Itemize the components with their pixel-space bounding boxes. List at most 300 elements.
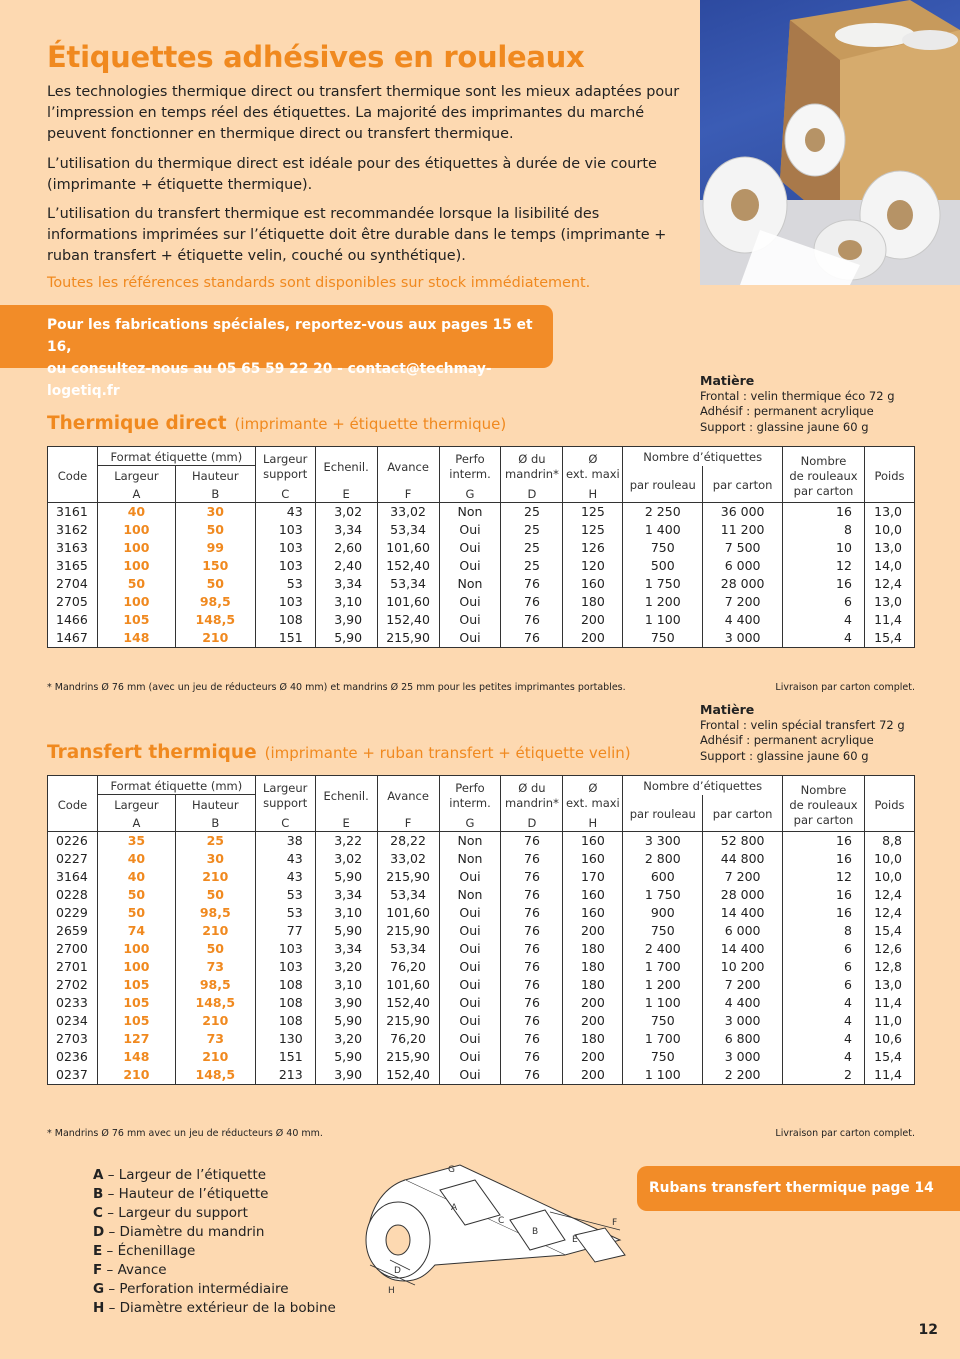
table-cell: 152,40 <box>377 994 439 1012</box>
table-cell: 25 <box>501 539 563 557</box>
table-cell: 103 <box>255 557 315 575</box>
header-label: D <box>527 487 537 501</box>
table-cell: 11,4 <box>864 1066 914 1085</box>
table-cell: 12 <box>783 557 865 575</box>
table-row <box>48 593 915 611</box>
table-cell: 43 <box>255 850 315 868</box>
table-cell: 16 <box>783 503 865 522</box>
table-cell: 5,90 <box>315 1048 377 1066</box>
table-row <box>48 575 915 593</box>
table-cell: 44 800 <box>703 850 783 868</box>
table-cell: 2,60 <box>315 539 377 557</box>
matiere-frontal: Frontal : velin spécial transfert 72 g <box>700 717 905 732</box>
table-cell: 4 <box>783 629 865 648</box>
svg-text:C: C <box>498 1216 505 1226</box>
table-cell: 76 <box>501 1012 563 1030</box>
header-letter <box>563 813 623 832</box>
table-cell: 200 <box>563 922 623 940</box>
page-title: Étiquettes adhésives en rouleaux <box>47 40 585 74</box>
table-cell: 6 <box>783 976 865 994</box>
table-row <box>48 958 915 976</box>
table-cell: 170 <box>563 868 623 886</box>
table-cell: Non <box>439 850 501 868</box>
table-cell: 210 <box>175 629 255 648</box>
table-cell: 76 <box>501 1048 563 1066</box>
matiere-adhesif: Adhésif : permanent acrylique <box>700 733 874 747</box>
table-cell: 0233 <box>48 994 98 1012</box>
table-cell: 28 000 <box>703 575 783 593</box>
header-label: Code <box>57 797 88 812</box>
header-label: Nombre d’étiquettes <box>643 450 763 465</box>
table-cell: 53 <box>255 886 315 904</box>
legend-text: – Perforation intermédiaire <box>104 1281 289 1297</box>
intro-paragraph: L’utilisation du thermique direct est idéale pour des étiquettes à durée de vie courte (imprimante + étiquette thermique). <box>47 155 657 193</box>
header-label: F <box>404 816 412 830</box>
table-cell: 3,10 <box>315 593 377 611</box>
table-row <box>48 629 915 648</box>
table-cell: 0226 <box>48 832 98 851</box>
legend-key: E <box>93 1243 103 1259</box>
table-cell: 160 <box>563 904 623 922</box>
intro-paragraph: Les technologies thermique direct ou transfert thermique sont les mieux adaptées pour l’impression en temps réel des étiquettes. La majorité des imprimantes du marché peuvent fonctionner en thermique direct ou transfert thermique. <box>47 84 680 142</box>
legend-item <box>93 1185 336 1204</box>
table-cell: 103 <box>255 539 315 557</box>
table-cell: 6 800 <box>703 1030 783 1048</box>
table-cell: 152,40 <box>377 611 439 629</box>
intro-paragraph: L’utilisation du transfert thermique est recommandée lorsque la lisibilité des informations imprimées sur l’étiquette doit être durable dans le temps (imprimante + ruban transfert + étiquette velin, couché ou synthétique). <box>47 206 667 264</box>
table-cell: 108 <box>255 994 315 1012</box>
table-cell: Oui <box>439 629 501 648</box>
table-cell: 12 <box>783 868 865 886</box>
table-cell: 7 200 <box>703 976 783 994</box>
table-cell: 6 <box>783 940 865 958</box>
table-cell: 160 <box>563 575 623 593</box>
table-cell: 4 <box>783 1048 865 1066</box>
table-cell: 3161 <box>48 503 98 522</box>
table-cell: 50 <box>97 575 175 593</box>
header-label: Avance <box>387 459 429 474</box>
header-hauteur <box>175 466 255 485</box>
table-cell: 3,34 <box>315 886 377 904</box>
table-cell: 53 <box>255 575 315 593</box>
table-cell: Oui <box>439 1048 501 1066</box>
header-letter <box>255 813 315 832</box>
label-rolls-illustration <box>700 0 960 285</box>
dimension-legend <box>93 1166 336 1318</box>
table-cell: 1 100 <box>623 611 703 629</box>
table-cell: 2,40 <box>315 557 377 575</box>
table-cell: 2703 <box>48 1030 98 1048</box>
table-cell: 50 <box>97 886 175 904</box>
table-cell: 76,20 <box>377 958 439 976</box>
matiere-frontal: Frontal : velin thermique éco 72 g <box>700 388 895 403</box>
table-cell: 127 <box>97 1030 175 1048</box>
header-label: Poids <box>874 468 905 483</box>
table-cell: 16 <box>783 904 865 922</box>
table-cell: 1 400 <box>623 521 703 539</box>
table-cell: 6 <box>783 958 865 976</box>
header-label: par carton <box>712 806 773 821</box>
table-cell: 76 <box>501 850 563 868</box>
table-cell: 100 <box>97 958 175 976</box>
table-cell: 3,10 <box>315 976 377 994</box>
table-cell: 12,8 <box>864 958 914 976</box>
header-label: C <box>281 816 290 830</box>
table-cell: 15,4 <box>864 1048 914 1066</box>
table-cell: 53,34 <box>377 575 439 593</box>
matiere-support: Support : glassine jaune 60 g <box>700 419 869 434</box>
table-cell: 76 <box>501 593 563 611</box>
legend-item <box>93 1261 336 1280</box>
table-cell: 76 <box>501 629 563 648</box>
table-cell: 3,10 <box>315 904 377 922</box>
header-nb-rouleaux <box>783 776 865 832</box>
table-cell: 2659 <box>48 922 98 940</box>
legend-item <box>93 1204 336 1223</box>
header-label: mandrin* <box>505 796 559 810</box>
table-cell: 101,60 <box>377 904 439 922</box>
table-row <box>48 886 915 904</box>
table-cell: 40 <box>97 850 175 868</box>
header-label: ext. maxi <box>566 796 620 810</box>
header-letter <box>97 813 175 832</box>
table-cell: 103 <box>255 940 315 958</box>
table-cell: 215,90 <box>377 1048 439 1066</box>
table-cell: 1 750 <box>623 575 703 593</box>
legend-key: B <box>93 1186 104 1202</box>
section-subtitle: (imprimante + étiquette thermique) <box>234 415 507 433</box>
header-label: interm. <box>449 467 491 481</box>
header-label: Echenil. <box>323 459 369 474</box>
table-row <box>48 557 915 575</box>
header-label: par carton <box>712 477 773 492</box>
table-cell: 180 <box>563 593 623 611</box>
table-cell: 16 <box>783 575 865 593</box>
header-label: par rouleau <box>629 477 696 492</box>
table-cell: 2701 <box>48 958 98 976</box>
table-row <box>48 1012 915 1030</box>
table-cell: 16 <box>783 886 865 904</box>
header-letter <box>439 813 501 832</box>
table-cell: 1467 <box>48 629 98 648</box>
header-label: F <box>404 487 412 501</box>
header-label: Ø du <box>518 452 546 466</box>
table-cell: 4 <box>783 1030 865 1048</box>
table-cell: Oui <box>439 994 501 1012</box>
table-cell: Oui <box>439 1012 501 1030</box>
table-cell: 180 <box>563 958 623 976</box>
table-cell: 76 <box>501 1030 563 1048</box>
table-cell: 53,34 <box>377 886 439 904</box>
table-cell: 210 <box>175 868 255 886</box>
table-cell: 76 <box>501 940 563 958</box>
table-cell: 50 <box>175 575 255 593</box>
table-cell: 6 000 <box>703 557 783 575</box>
table-cell: 3,34 <box>315 575 377 593</box>
matiere-thermique-direct <box>700 373 895 435</box>
header-format <box>97 447 255 466</box>
table-cell: 76,20 <box>377 1030 439 1048</box>
header-label: H <box>588 487 598 501</box>
table-cell: 30 <box>175 850 255 868</box>
header-letter <box>315 484 377 503</box>
table-cell: 103 <box>255 521 315 539</box>
table-cell: 76 <box>501 886 563 904</box>
legend-text: – Diamètre du mandrin <box>104 1224 265 1240</box>
footnote-thermique-direct: * Mandrins Ø 76 mm (avec un jeu de réducteurs Ø 40 mm) et mandrins Ø 25 mm pour les petites imprimantes portables. <box>47 682 626 693</box>
table-cell: Oui <box>439 557 501 575</box>
table-cell: 33,02 <box>377 850 439 868</box>
table-cell: 40 <box>97 503 175 522</box>
table-cell: 14 400 <box>703 904 783 922</box>
table-cell: 2700 <box>48 940 98 958</box>
table-cell: 43 <box>255 503 315 522</box>
header-label: Ø <box>588 781 598 795</box>
legend-key: F <box>93 1262 103 1278</box>
table-cell: 16 <box>783 850 865 868</box>
legend-text: – Hauteur de l’étiquette <box>103 1186 269 1202</box>
table-row <box>48 1048 915 1066</box>
table-cell: 52 800 <box>703 832 783 851</box>
header-ext <box>563 776 623 814</box>
table-cell: 148,5 <box>175 1066 255 1085</box>
header-label: mandrin* <box>505 467 559 481</box>
table-cell: 53,34 <box>377 940 439 958</box>
table-cell: 148,5 <box>175 611 255 629</box>
legend-key: G <box>93 1281 105 1297</box>
table-cell: 8 <box>783 922 865 940</box>
table-cell: 50 <box>175 886 255 904</box>
table-cell: 10,0 <box>864 521 914 539</box>
table-cell: 152,40 <box>377 557 439 575</box>
special-fabrication-banner <box>0 305 553 399</box>
matiere-support: Support : glassine jaune 60 g <box>700 748 869 763</box>
header-label: Largeur <box>263 452 308 466</box>
table-cell: 76 <box>501 994 563 1012</box>
table-cell: 76 <box>501 575 563 593</box>
table-row <box>48 1030 915 1048</box>
legend-item <box>93 1299 336 1318</box>
table-cell: 5,90 <box>315 1012 377 1030</box>
table-cell: Oui <box>439 611 501 629</box>
header-label: support <box>263 796 308 810</box>
table-cell: 1 200 <box>623 976 703 994</box>
table-row <box>48 539 915 557</box>
header-nb-etiquettes <box>623 447 783 466</box>
table-cell: 152,40 <box>377 1066 439 1085</box>
header-echenil <box>315 447 377 485</box>
table-cell: 100 <box>97 557 175 575</box>
table-cell: 105 <box>97 1012 175 1030</box>
table-cell: 1 200 <box>623 593 703 611</box>
legend-item <box>93 1223 336 1242</box>
table-cell: 210 <box>175 1048 255 1066</box>
table-cell: 200 <box>563 611 623 629</box>
table-row <box>48 611 915 629</box>
table-cell: 1 100 <box>623 1066 703 1085</box>
header-format <box>97 776 255 795</box>
rubans-link-banner[interactable]: Rubans transfert thermique page 14 <box>637 1166 960 1211</box>
table-cell: 4 <box>783 1012 865 1030</box>
table-cell: 2702 <box>48 976 98 994</box>
header-label: Nombre d’étiquettes <box>643 779 763 794</box>
table-cell: 600 <box>623 868 703 886</box>
table-cell: 14 400 <box>703 940 783 958</box>
table-cell: 11,0 <box>864 1012 914 1030</box>
header-echenil <box>315 776 377 814</box>
header-letter <box>563 484 623 503</box>
table-cell: 200 <box>563 994 623 1012</box>
table-cell: 215,90 <box>377 1012 439 1030</box>
legend-text: – Diamètre extérieur de la bobine <box>104 1300 336 1316</box>
table-cell: 3163 <box>48 539 98 557</box>
table-cell: 25 <box>501 557 563 575</box>
table-cell: Oui <box>439 1030 501 1048</box>
table-cell: 10,0 <box>864 850 914 868</box>
header-perfo <box>439 447 501 485</box>
table-cell: 11,4 <box>864 611 914 629</box>
table-cell: 1466 <box>48 611 98 629</box>
header-letter <box>175 484 255 503</box>
legend-key: D <box>93 1224 105 1240</box>
header-label: B <box>211 816 220 830</box>
table-row <box>48 503 915 522</box>
legend-key: H <box>93 1300 105 1316</box>
table-cell: 750 <box>623 539 703 557</box>
header-label: B <box>211 487 220 501</box>
header-par-carton <box>703 795 783 832</box>
table-cell: 103 <box>255 958 315 976</box>
section-title-thermique-direct <box>47 413 506 434</box>
table-cell: 13,0 <box>864 539 914 557</box>
table-cell: 25 <box>501 521 563 539</box>
table-cell: 150 <box>175 557 255 575</box>
table-cell: 7 500 <box>703 539 783 557</box>
table-cell: Oui <box>439 904 501 922</box>
legend-text: – Largeur de l’étiquette <box>103 1167 267 1183</box>
delivery-note-thermique-direct: Livraison par carton complet. <box>775 682 915 693</box>
stock-note: Toutes les références standards sont disponibles sur stock immédiatement. <box>47 275 591 291</box>
svg-text:G: G <box>448 1165 455 1175</box>
header-avance <box>377 776 439 814</box>
header-label: D <box>527 816 537 830</box>
header-label: E <box>342 487 350 501</box>
table-cell: 151 <box>255 629 315 648</box>
header-label: Perfo <box>455 781 485 795</box>
section-title-main: Transfert thermique <box>47 742 257 763</box>
table-cell: 148,5 <box>175 994 255 1012</box>
table-cell: 3,34 <box>315 940 377 958</box>
table-cell: 99 <box>175 539 255 557</box>
header-ext <box>563 447 623 485</box>
matiere-heading: Matière <box>700 373 755 388</box>
table-cell: 0234 <box>48 1012 98 1030</box>
table-cell: 900 <box>623 904 703 922</box>
header-label: Code <box>57 468 88 483</box>
table-cell: 750 <box>623 629 703 648</box>
table-cell: 10 <box>783 539 865 557</box>
header-label: C <box>281 487 290 501</box>
table-cell: 5,90 <box>315 629 377 648</box>
table-cell: 101,60 <box>377 976 439 994</box>
table-cell: 35 <box>97 832 175 851</box>
table-cell: 11,4 <box>864 994 914 1012</box>
header-letter <box>501 484 563 503</box>
header-label: par carton <box>793 483 854 498</box>
header-label: Largeur <box>263 781 308 795</box>
table-cell: 0237 <box>48 1066 98 1085</box>
table-cell: 8 <box>783 521 865 539</box>
table-cell: 3,90 <box>315 1066 377 1085</box>
header-letter <box>439 484 501 503</box>
header-hauteur <box>175 795 255 814</box>
table-cell: 3,20 <box>315 1030 377 1048</box>
table-cell: 2 800 <box>623 850 703 868</box>
table-cell: 76 <box>501 832 563 851</box>
table-cell: 7 200 <box>703 868 783 886</box>
table-cell: 11 200 <box>703 521 783 539</box>
matiere-transfert-thermique <box>700 702 905 764</box>
table-cell: 120 <box>563 557 623 575</box>
table-cell: 160 <box>563 850 623 868</box>
table-cell: 98,5 <box>175 593 255 611</box>
table-cell: 76 <box>501 904 563 922</box>
svg-text:A: A <box>451 1203 458 1213</box>
header-label: par carton <box>793 812 854 827</box>
legend-text: – Largeur du support <box>102 1205 248 1221</box>
table-cell: 105 <box>97 994 175 1012</box>
special-line-2: ou consultez-nous au 05 65 59 22 20 - contact@techmay-logetiq.fr <box>47 361 492 399</box>
header-mandrin <box>501 776 563 814</box>
table-cell: 1 750 <box>623 886 703 904</box>
table-cell: Oui <box>439 1066 501 1085</box>
header-largeur <box>97 466 175 485</box>
table-cell: 180 <box>563 940 623 958</box>
svg-text:E: E <box>572 1235 578 1245</box>
table-cell: Non <box>439 575 501 593</box>
table-cell: 12,6 <box>864 940 914 958</box>
table-cell: 151 <box>255 1048 315 1066</box>
table-cell: 5,90 <box>315 868 377 886</box>
table-cell: 12,4 <box>864 886 914 904</box>
header-label: A <box>132 816 141 830</box>
table-cell: 108 <box>255 1012 315 1030</box>
table-cell: 76 <box>501 1066 563 1085</box>
table-cell: 25 <box>175 832 255 851</box>
header-nb-etiquettes <box>623 776 783 795</box>
header-code <box>48 447 98 503</box>
table-cell: Oui <box>439 521 501 539</box>
table-cell: 200 <box>563 629 623 648</box>
table-cell: 103 <box>255 593 315 611</box>
table-cell: 100 <box>97 539 175 557</box>
legend-item <box>93 1166 336 1185</box>
table-cell: 53 <box>255 904 315 922</box>
table-cell: 15,4 <box>864 629 914 648</box>
header-label: Largeur <box>114 798 159 812</box>
table-cell: 13,0 <box>864 976 914 994</box>
table-cell: 2 400 <box>623 940 703 958</box>
header-label: Avance <box>387 788 429 803</box>
table-cell: 3,90 <box>315 611 377 629</box>
table-cell: 50 <box>175 521 255 539</box>
table-row <box>48 904 915 922</box>
header-letter <box>315 813 377 832</box>
header-par-rouleau <box>623 466 703 503</box>
legend-text: – Avance <box>102 1262 167 1278</box>
table-cell: 125 <box>563 521 623 539</box>
table-row <box>48 976 915 994</box>
